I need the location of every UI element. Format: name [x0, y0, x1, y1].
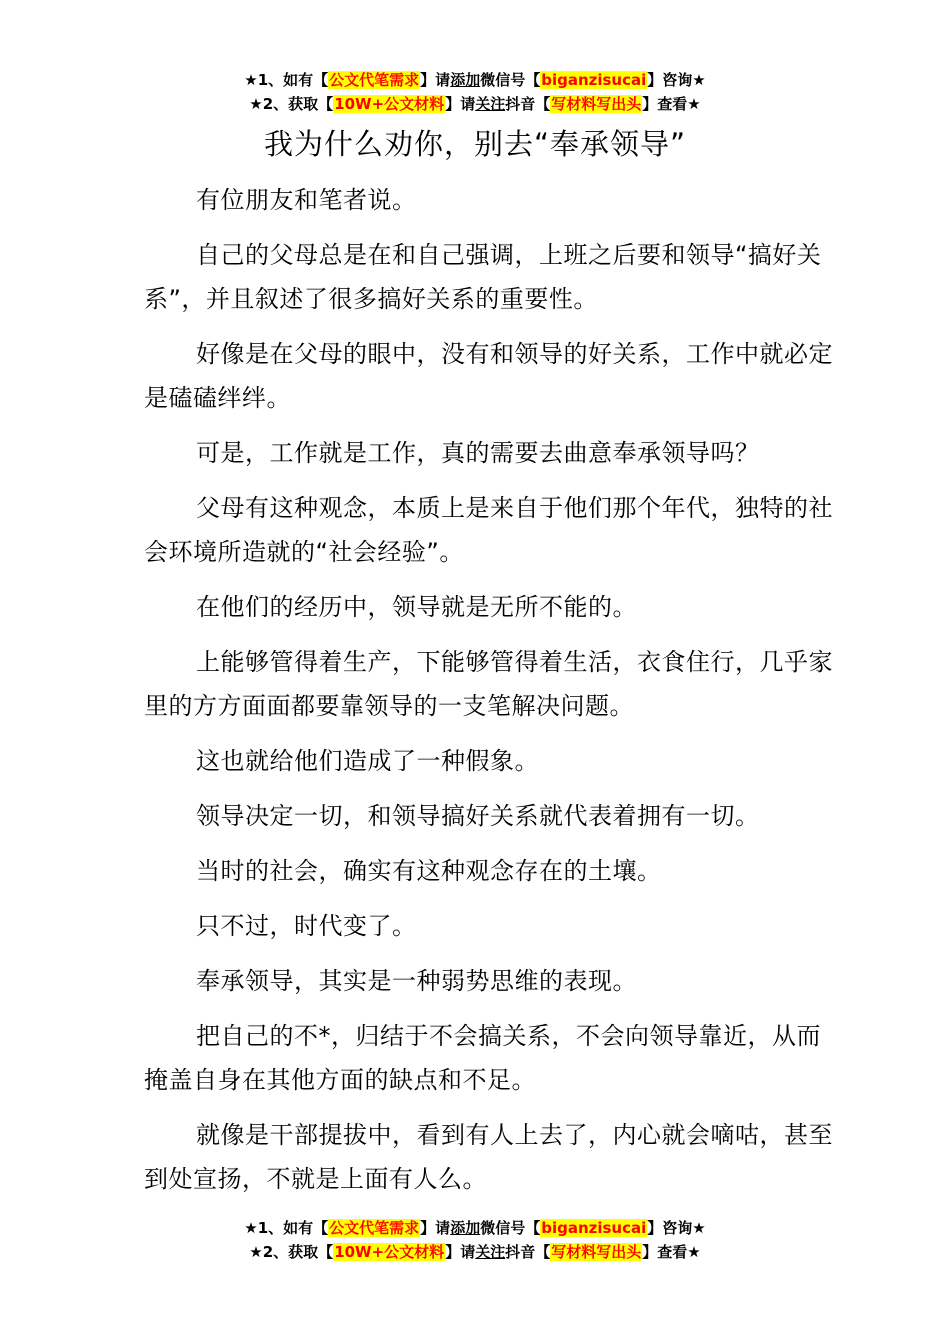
banner-highlight-wechat-id: biganzisucai	[541, 71, 647, 89]
paragraph: 上能够管得着生产，下能够管得着生活，衣食住行，几乎家里的方方面面都要靠领导的一支笔解决问题。	[144, 648, 833, 720]
banner-line-2	[0, 92, 950, 116]
paragraph: 奉承领导，其实是一种弱势思维的表现。	[196, 967, 637, 995]
paragraph: 就像是干部提拔中，看到有人上去了，内心就会嘀咕，甚至到处宣扬，不就是上面有人么。	[144, 1121, 833, 1193]
banner-highlight-materials: 10W+公文材料	[334, 1243, 445, 1261]
banner-text: 抖音【	[505, 95, 551, 113]
paragraph: 在他们的经历中，领导就是无所不能的。	[196, 593, 637, 621]
banner-highlight-service: 公文代笔需求	[329, 71, 420, 89]
paragraph: 自己的父母总是在和自己强调，上班之后要和领导“搞好关系”，并且叙述了很多搞好关系的重要性。	[144, 241, 822, 313]
banner-text: 】请	[445, 95, 476, 113]
paragraph: 这也就给他们造成了一种假象。	[196, 747, 539, 775]
banner-text: ★2、获取【	[249, 1243, 334, 1261]
banner-text: 微信号【	[480, 1219, 541, 1237]
banner-highlight-douyin-id: 写材料写出头	[551, 95, 642, 113]
paragraph: 把自己的不*，归结于不会搞关系，不会向领导靠近，从而掩盖自身在其他方面的缺点和不足。	[144, 1022, 821, 1094]
banner-text: 】请	[420, 1219, 451, 1237]
banner-underline-add: 添加	[450, 71, 481, 89]
banner-highlight-materials: 10W+公文材料	[334, 95, 445, 113]
banner-text: 】咨询★	[647, 71, 706, 89]
banner-underline-follow: 关注	[475, 95, 506, 113]
banner-line-1	[0, 1216, 950, 1240]
paragraph: 父母有这种观念，本质上是来自于他们那个年代，独特的社会环境所造就的“社会经验”。	[144, 494, 833, 566]
banner-text: 】查看★	[642, 1243, 701, 1261]
banner-text: 微信号【	[480, 71, 541, 89]
footer-banner	[0, 1216, 950, 1264]
paragraph: 有位朋友和笔者说。	[196, 186, 417, 214]
banner-line-1	[0, 68, 950, 92]
banner-text: ★1、如有【	[244, 71, 329, 89]
banner-text: ★1、如有【	[244, 1219, 329, 1237]
banner-text: 】请	[445, 1243, 476, 1261]
banner-text: ★2、获取【	[249, 95, 334, 113]
banner-text: 】请	[420, 71, 451, 89]
paragraph: 好像是在父母的眼中，没有和领导的好关系，工作中就必定是磕磕绊绊。	[144, 340, 833, 412]
banner-underline-add: 添加	[450, 1219, 481, 1237]
document-title: 我为什么劝你，别去“奉承领导”	[263, 127, 687, 161]
paragraph: 当时的社会，确实有这种观念存在的土壤。	[196, 857, 662, 885]
banner-highlight-service: 公文代笔需求	[329, 1219, 420, 1237]
paragraph: 可是，工作就是工作，真的需要去曲意奉承领导吗？	[196, 439, 760, 467]
paragraph: 只不过，时代变了。	[196, 912, 417, 940]
banner-text: 】查看★	[642, 95, 701, 113]
banner-underline-follow: 关注	[475, 1243, 506, 1261]
banner-highlight-wechat-id: biganzisucai	[541, 1219, 647, 1237]
document-body	[144, 178, 834, 1212]
banner-text: 】咨询★	[647, 1219, 706, 1237]
banner-text: 抖音【	[505, 1243, 551, 1261]
paragraph: 领导决定一切，和领导搞好关系就代表着拥有一切。	[196, 802, 760, 830]
banner-line-2	[0, 1240, 950, 1264]
header-banner	[0, 68, 950, 116]
banner-highlight-douyin-id: 写材料写出头	[551, 1243, 642, 1261]
